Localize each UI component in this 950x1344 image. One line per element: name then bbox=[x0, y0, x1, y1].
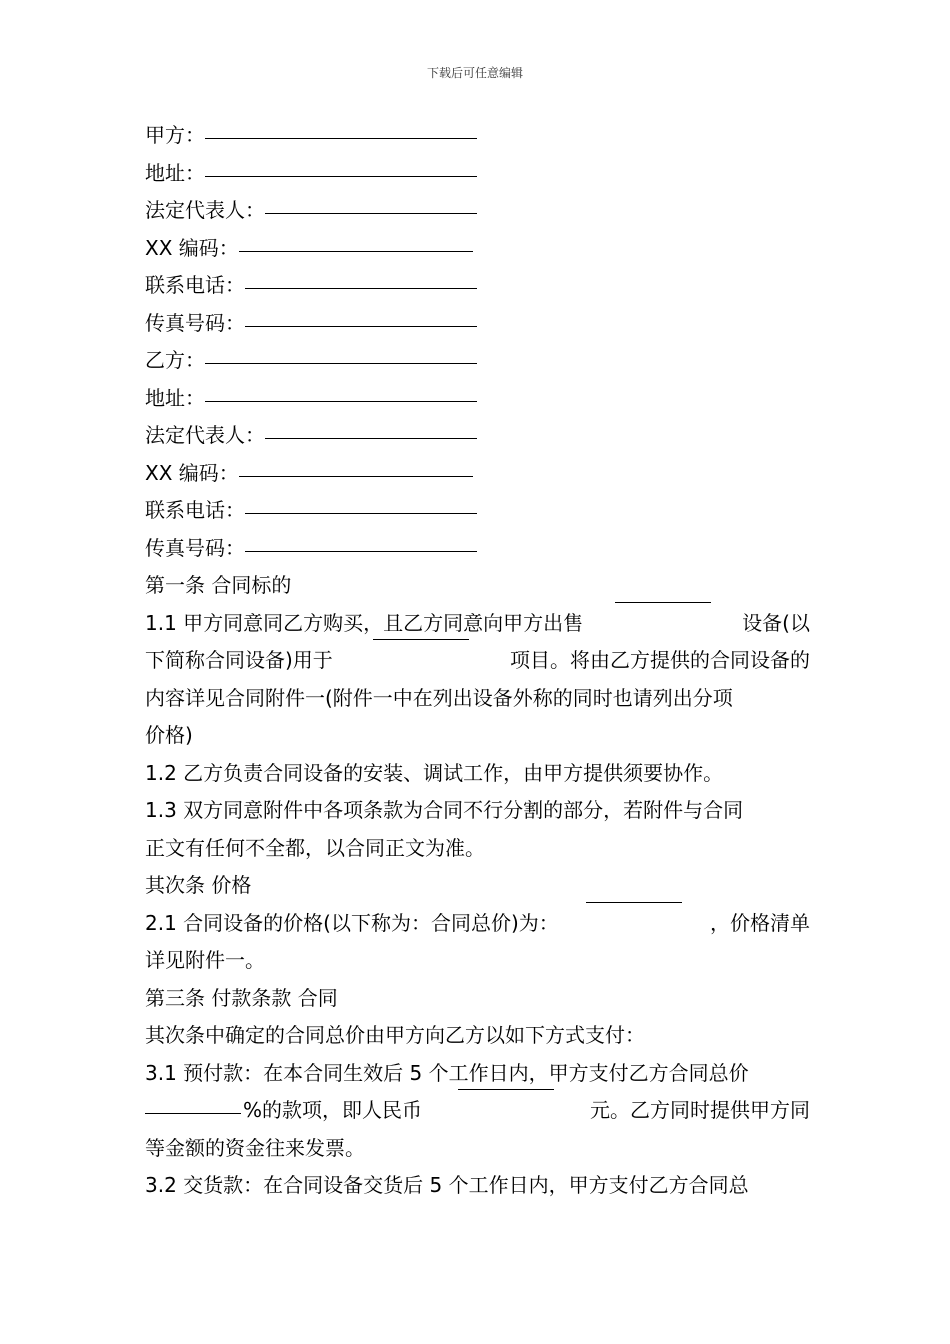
clause-text: 项目。将由乙方提供的合同设备的 bbox=[510, 648, 810, 672]
fill-blank[interactable] bbox=[205, 176, 477, 177]
party-a-address-field bbox=[145, 155, 810, 193]
clause-3-2-line-1 bbox=[145, 1167, 810, 1205]
clause-1-3-line-1 bbox=[145, 792, 810, 830]
clause-text: 1.3 双方同意附件中各项条款为合同不行分割的部分，若附件与合同 bbox=[145, 798, 744, 822]
percent-group bbox=[145, 1092, 422, 1130]
article-1-heading: 第一条 合同标的 bbox=[145, 573, 292, 597]
party-b-legal-rep-field bbox=[145, 417, 810, 455]
fill-blank[interactable] bbox=[458, 1089, 554, 1090]
field-label: 联系电话： bbox=[145, 273, 245, 297]
fill-blank[interactable] bbox=[205, 138, 477, 139]
clause-text: 内容详见合同附件一(附件一中在列出设备外称的同时也请列出分项 bbox=[145, 685, 733, 710]
party-a-phone-field bbox=[145, 267, 810, 305]
fill-blank[interactable] bbox=[245, 326, 477, 327]
party-b-phone-field bbox=[145, 492, 810, 530]
field-label: 法定代表人： bbox=[145, 423, 265, 447]
clause-text: 1.1 甲方同意同乙方购买，且乙方同意向甲方出售 bbox=[145, 610, 584, 635]
clause-2-1-line-1 bbox=[145, 905, 810, 943]
party-a-fax-field bbox=[145, 305, 810, 343]
clause-1-1-line-4: 价格) bbox=[145, 723, 193, 747]
fill-blank[interactable] bbox=[239, 251, 473, 252]
clause-1-1-line-2 bbox=[145, 642, 810, 680]
clause-text: ，价格清单 bbox=[710, 910, 810, 935]
party-a-legal-rep-field bbox=[145, 192, 810, 230]
field-label: XX 编码： bbox=[145, 235, 239, 260]
field-label: 法定代表人： bbox=[145, 198, 265, 222]
clause-1-1-line-3 bbox=[145, 680, 810, 718]
fill-blank[interactable] bbox=[239, 476, 473, 477]
clause-text: 2.1 合同设备的价格(以下称为：合同总价)为： bbox=[145, 910, 559, 935]
fill-blank[interactable] bbox=[245, 513, 477, 514]
field-label: 乙方： bbox=[145, 348, 205, 372]
party-b-name-field bbox=[145, 342, 810, 380]
clause-1-1-line-1 bbox=[145, 605, 810, 643]
fill-blank[interactable] bbox=[245, 551, 477, 552]
clause-text: 设备(以 bbox=[742, 610, 810, 635]
article-3-intro: 其次条中确定的合同总价由甲方向乙方以如下方式支付： bbox=[145, 1023, 645, 1047]
field-label: 传真号码： bbox=[145, 310, 245, 335]
contract-body bbox=[145, 117, 810, 1205]
fill-blank[interactable] bbox=[205, 401, 477, 402]
field-label: 地址： bbox=[145, 160, 205, 185]
fill-blank[interactable] bbox=[586, 902, 682, 903]
page-header: 下载后可任意编辑 bbox=[426, 66, 523, 80]
clause-text: 下简称合同设备)用于 bbox=[145, 648, 333, 672]
party-b-code-field bbox=[145, 455, 810, 493]
field-label: 联系电话： bbox=[145, 498, 245, 522]
clause-3-1-line-1 bbox=[145, 1055, 810, 1093]
article-2-heading: 其次条 价格 bbox=[145, 873, 252, 897]
party-a-name-field bbox=[145, 117, 810, 155]
clause-text: 3.1 预付款：在本合同生效后 5 个工作日内，甲方支付乙方合同总价 bbox=[145, 1060, 749, 1085]
fill-blank[interactable] bbox=[373, 639, 469, 640]
article-3-heading: 第三条 付款条款 合同 bbox=[145, 985, 338, 1010]
party-b-fax-field bbox=[145, 530, 810, 568]
field-label: XX 编码： bbox=[145, 460, 239, 485]
fill-blank[interactable] bbox=[615, 602, 711, 603]
field-label: 地址： bbox=[145, 385, 205, 410]
clause-text: 3.2 交货款：在合同设备交货后 5 个工作日内，甲方支付乙方合同总 bbox=[145, 1173, 749, 1197]
fill-blank[interactable] bbox=[245, 288, 477, 289]
party-b-address-field bbox=[145, 380, 810, 418]
field-label: 传真号码： bbox=[145, 535, 245, 560]
fill-blank[interactable] bbox=[145, 1113, 241, 1114]
clause-3-1-line-2 bbox=[145, 1092, 810, 1130]
clause-3-1-line-3: 等金额的资金往来发票。 bbox=[145, 1135, 365, 1160]
clause-text: %的款项，即人民币 bbox=[243, 1098, 423, 1122]
clause-2-1-line-2: 详见附件一。 bbox=[145, 948, 265, 972]
field-label: 甲方： bbox=[145, 123, 205, 147]
clause-1-2: 1.2 乙方负责合同设备的安装、调试工作，由甲方提供须要协作。 bbox=[145, 760, 724, 785]
fill-blank[interactable] bbox=[265, 438, 477, 439]
clause-1-3-line-2: 正文有任何不全都，以合同正文为准。 bbox=[145, 835, 485, 860]
party-a-code-field bbox=[145, 230, 810, 268]
fill-blank[interactable] bbox=[265, 213, 477, 214]
clause-text: 元。乙方同时提供甲方同 bbox=[589, 1098, 810, 1122]
fill-blank[interactable] bbox=[205, 363, 477, 364]
